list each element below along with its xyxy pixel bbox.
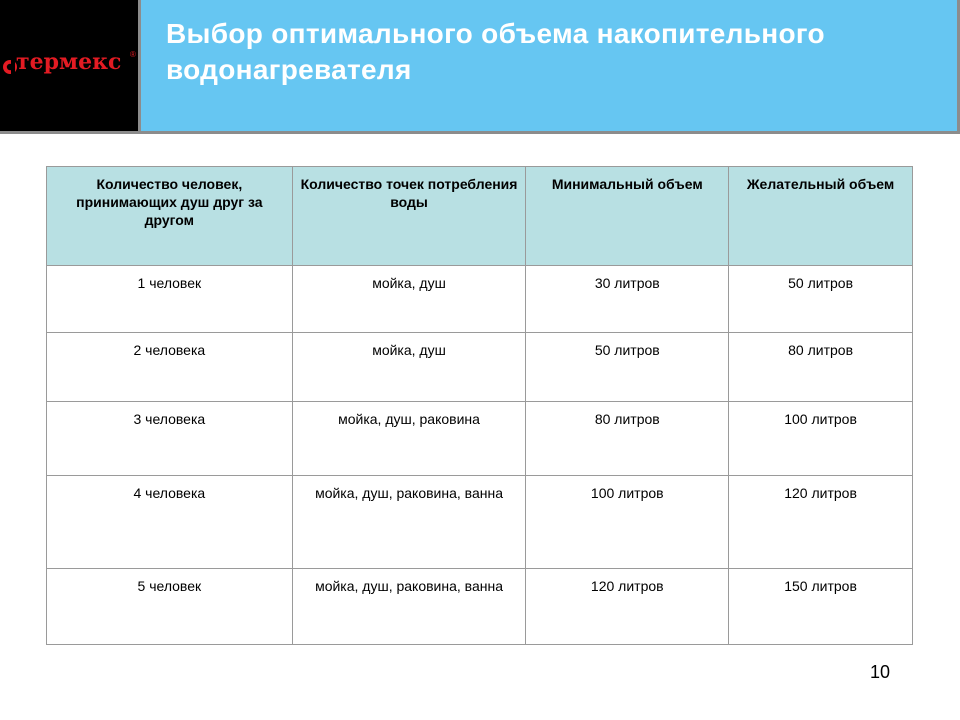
table-cell: 100 литров [729, 402, 913, 476]
table-cell: 100 литров [526, 476, 729, 569]
page-number: 10 [870, 662, 891, 682]
table-cell: мойка, душ, раковина, ванна [292, 476, 526, 569]
table-header-row [47, 167, 913, 266]
table-cell: мойка, душ [292, 333, 526, 402]
table-row [47, 333, 913, 402]
table-cell: 80 литров [729, 333, 913, 402]
table-row [47, 569, 913, 645]
page-title: Выбор оптимального объема накопительного водонагревателя [166, 18, 825, 85]
table-cell: 80 литров [526, 402, 729, 476]
table-cell: мойка, душ, раковина [292, 402, 526, 476]
table-cell: 5 человек [47, 569, 293, 645]
registered-mark: ® [130, 50, 136, 59]
column-header-people: Количество человек, принимающих душ друг за другом [47, 167, 293, 266]
table-cell: 1 человек [47, 266, 293, 333]
table-cell: 4 человека [47, 476, 293, 569]
table-cell: 50 литров [729, 266, 913, 333]
table-cell: мойка, душ, раковина, ванна [292, 569, 526, 645]
table-row [47, 476, 913, 569]
table-cell: 30 литров [526, 266, 729, 333]
table-cell: 3 человека [47, 402, 293, 476]
table-cell: 2 человека [47, 333, 293, 402]
header-divider [0, 131, 960, 134]
table-row [47, 266, 913, 333]
table-row [47, 402, 913, 476]
column-header-preferred-volume: Желательный объем [729, 167, 913, 266]
table-cell: 150 литров [729, 569, 913, 645]
volume-table [46, 166, 913, 645]
table-cell: мойка, душ [292, 266, 526, 333]
brand-name: термекс [16, 49, 122, 75]
table-cell: 120 литров [729, 476, 913, 569]
table-cell: 120 литров [526, 569, 729, 645]
column-header-min-volume: Минимальный объем [526, 167, 729, 266]
column-header-points: Количество точек потребления воды [292, 167, 526, 266]
table-cell: 50 литров [526, 333, 729, 402]
brand-logo [0, 0, 141, 131]
